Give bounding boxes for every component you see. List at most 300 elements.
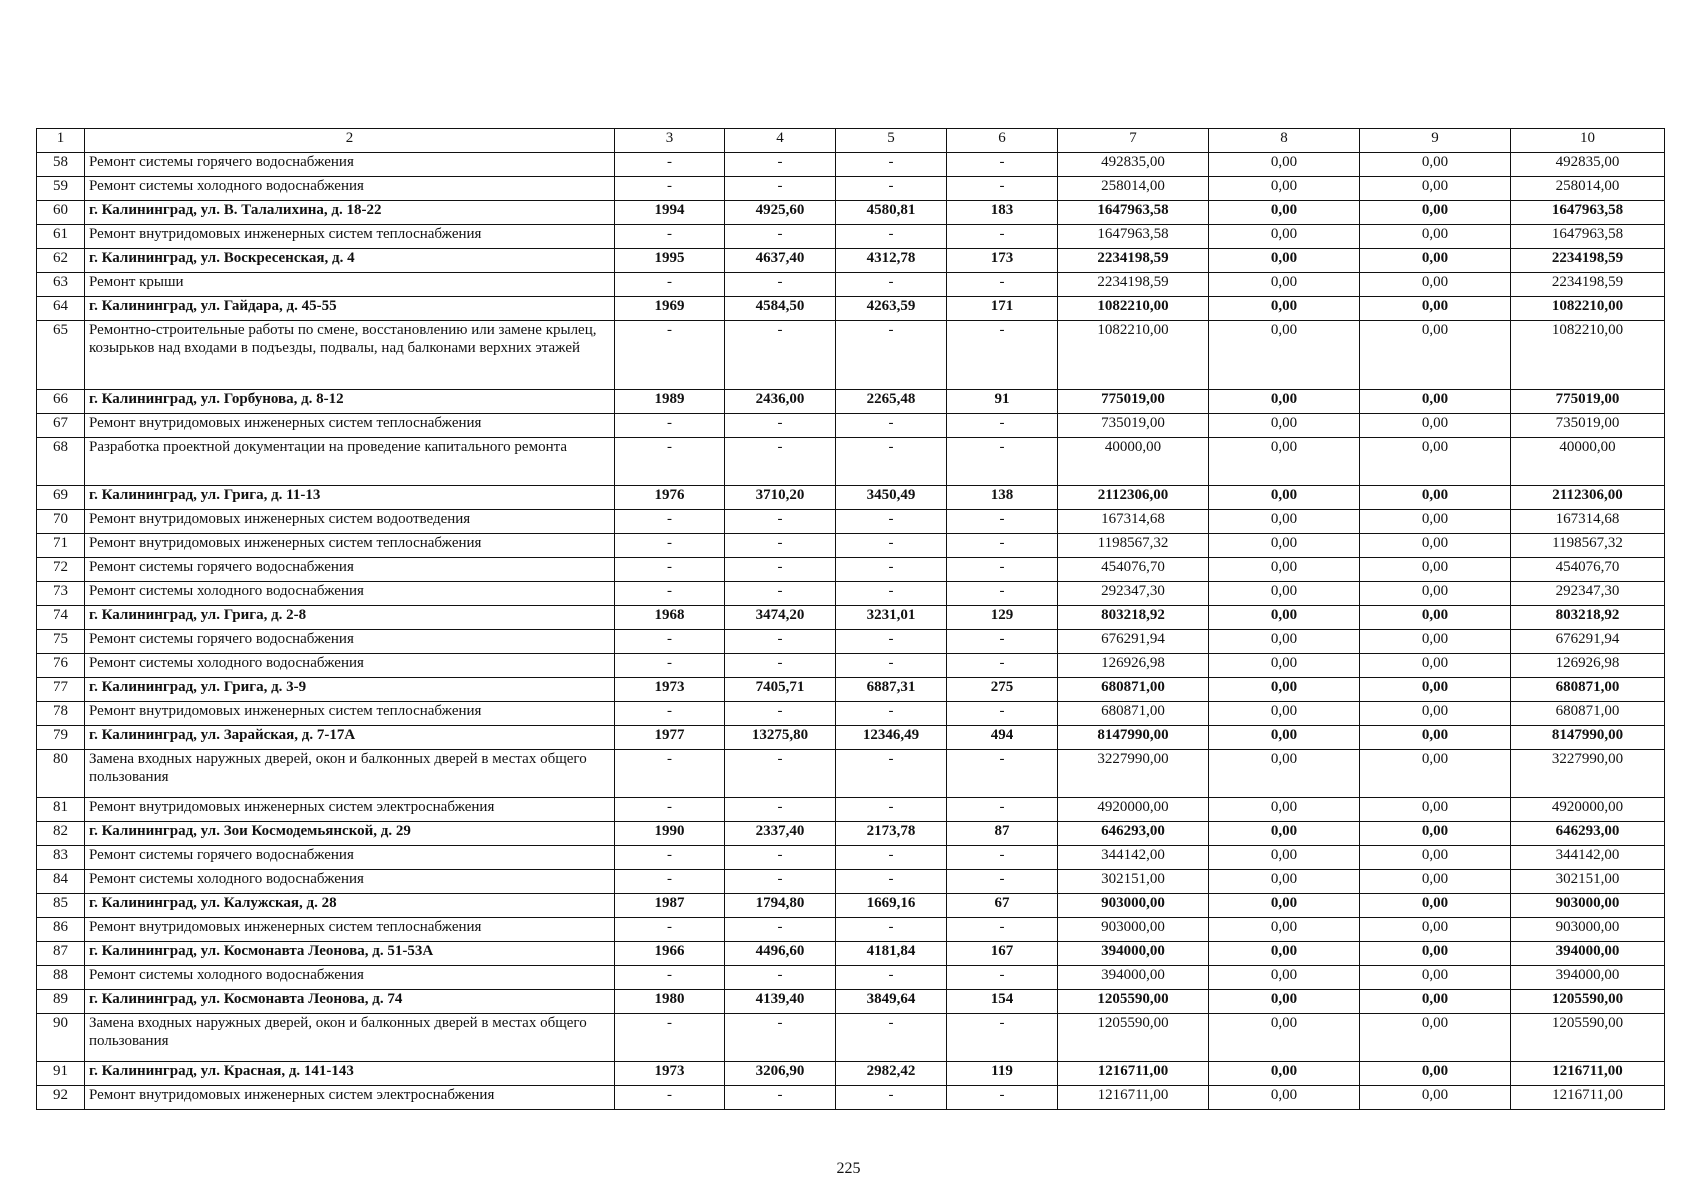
fund-cell: 0,00 (1209, 1062, 1360, 1086)
budget-cell: 0,00 (1360, 510, 1511, 534)
header-cell: 1 (37, 129, 85, 153)
residential-area-cell: - (836, 558, 947, 582)
owners-funds-cell: 167314,68 (1511, 510, 1665, 534)
owners-funds-cell: 680871,00 (1511, 702, 1665, 726)
cost-total-cell: 1205590,00 (1058, 1014, 1209, 1062)
row-number: 62 (37, 249, 85, 273)
header-cell: 5 (836, 129, 947, 153)
residents-cell: 173 (947, 249, 1058, 273)
work-description: Ремонт системы холодного водоснабжения (85, 870, 615, 894)
owners-funds-cell: 1647963,58 (1511, 201, 1665, 225)
budget-cell: 0,00 (1360, 654, 1511, 678)
residential-area-cell: 12346,49 (836, 726, 947, 750)
work-description: г. Калининград, ул. Зарайская, д. 7-17А (85, 726, 615, 750)
budget-cell: 0,00 (1360, 414, 1511, 438)
work-description: Ремонт системы горячего водоснабжения (85, 630, 615, 654)
budget-cell: 0,00 (1360, 297, 1511, 321)
fund-cell: 0,00 (1209, 390, 1360, 414)
table-row (37, 606, 1665, 630)
row-number: 81 (37, 798, 85, 822)
residential-area-cell: 3231,01 (836, 606, 947, 630)
residential-area-cell: - (836, 1086, 947, 1110)
fund-cell: 0,00 (1209, 678, 1360, 702)
fund-cell: 0,00 (1209, 534, 1360, 558)
cost-total-cell: 2112306,00 (1058, 486, 1209, 510)
owners-funds-cell: 1205590,00 (1511, 1014, 1665, 1062)
year-cell: 1995 (615, 249, 725, 273)
budget-cell: 0,00 (1360, 726, 1511, 750)
table-row (37, 534, 1665, 558)
budget-cell: 0,00 (1360, 225, 1511, 249)
cost-total-cell: 3227990,00 (1058, 750, 1209, 798)
work-description: Ремонт внутридомовых инженерных систем теплоснабжения (85, 414, 615, 438)
table-row (37, 1014, 1665, 1062)
residents-cell: 87 (947, 822, 1058, 846)
owners-funds-cell: 302151,00 (1511, 870, 1665, 894)
page-number: 225 (836, 1160, 861, 1177)
cost-total-cell: 40000,00 (1058, 438, 1209, 486)
owners-funds-cell: 394000,00 (1511, 966, 1665, 990)
table-row (37, 558, 1665, 582)
row-number: 59 (37, 177, 85, 201)
row-number: 65 (37, 321, 85, 390)
budget-cell: 0,00 (1360, 798, 1511, 822)
residents-cell: - (947, 438, 1058, 486)
work-description: Разработка проектной документации на проведение капитального ремонта (85, 438, 615, 486)
cost-total-cell: 680871,00 (1058, 678, 1209, 702)
table-row (37, 438, 1665, 486)
total-area-cell: - (725, 177, 836, 201)
budget-cell: 0,00 (1360, 750, 1511, 798)
residents-cell: - (947, 1086, 1058, 1110)
cost-total-cell: 1205590,00 (1058, 990, 1209, 1014)
work-description: Ремонт внутридомовых инженерных систем теплоснабжения (85, 918, 615, 942)
residential-area-cell: 3849,64 (836, 990, 947, 1014)
table-row (37, 321, 1665, 390)
table-row (37, 177, 1665, 201)
row-number: 82 (37, 822, 85, 846)
total-area-cell: - (725, 438, 836, 486)
table-row (37, 918, 1665, 942)
year-cell: - (615, 654, 725, 678)
total-area-cell: - (725, 918, 836, 942)
work-description: г. Калининград, ул. Гайдара, д. 45-55 (85, 297, 615, 321)
table-row (37, 678, 1665, 702)
residents-cell: - (947, 702, 1058, 726)
fund-cell: 0,00 (1209, 846, 1360, 870)
table-row (37, 1062, 1665, 1086)
row-number: 91 (37, 1062, 85, 1086)
table-row (37, 894, 1665, 918)
row-number: 58 (37, 153, 85, 177)
budget-cell: 0,00 (1360, 894, 1511, 918)
work-description: Ремонт системы горячего водоснабжения (85, 558, 615, 582)
table-row (37, 798, 1665, 822)
work-description: Ремонтно-строительные работы по смене, восстановлению или замене крылец, козырьков над входами в подъезды, подвалы, над балконами верхних этажей (85, 321, 615, 390)
work-description: Ремонт системы горячего водоснабжения (85, 153, 615, 177)
budget-cell: 0,00 (1360, 606, 1511, 630)
cost-total-cell: 492835,00 (1058, 153, 1209, 177)
total-area-cell: - (725, 582, 836, 606)
budget-cell: 0,00 (1360, 1014, 1511, 1062)
header-cell: 3 (615, 129, 725, 153)
owners-funds-cell: 903000,00 (1511, 918, 1665, 942)
total-area-cell: 1794,80 (725, 894, 836, 918)
work-description: Ремонт внутридомовых инженерных систем теплоснабжения (85, 534, 615, 558)
row-number: 73 (37, 582, 85, 606)
row-number: 68 (37, 438, 85, 486)
budget-cell: 0,00 (1360, 558, 1511, 582)
residential-area-cell: - (836, 582, 947, 606)
year-cell: 1973 (615, 1062, 725, 1086)
total-area-cell: 7405,71 (725, 678, 836, 702)
total-area-cell: 4637,40 (725, 249, 836, 273)
row-number: 71 (37, 534, 85, 558)
owners-funds-cell: 1216711,00 (1511, 1062, 1665, 1086)
residents-cell: - (947, 966, 1058, 990)
total-area-cell: 4139,40 (725, 990, 836, 1014)
total-area-cell: 13275,80 (725, 726, 836, 750)
fund-cell: 0,00 (1209, 702, 1360, 726)
row-number: 75 (37, 630, 85, 654)
year-cell: - (615, 321, 725, 390)
cost-total-cell: 394000,00 (1058, 966, 1209, 990)
fund-cell: 0,00 (1209, 966, 1360, 990)
owners-funds-cell: 1216711,00 (1511, 1086, 1665, 1110)
table-row (37, 486, 1665, 510)
residents-cell: 67 (947, 894, 1058, 918)
table-row (37, 297, 1665, 321)
budget-cell: 0,00 (1360, 846, 1511, 870)
fund-cell: 0,00 (1209, 438, 1360, 486)
row-number: 63 (37, 273, 85, 297)
work-description: г. Калининград, ул. Грига, д. 11-13 (85, 486, 615, 510)
cost-total-cell: 803218,92 (1058, 606, 1209, 630)
document-table (36, 128, 1665, 1110)
header-row (37, 129, 1665, 153)
residents-cell: - (947, 153, 1058, 177)
residents-cell: - (947, 630, 1058, 654)
work-description: г. Калининград, ул. В. Талалихина, д. 18-22 (85, 201, 615, 225)
fund-cell: 0,00 (1209, 201, 1360, 225)
total-area-cell: - (725, 510, 836, 534)
cost-total-cell: 903000,00 (1058, 918, 1209, 942)
residents-cell: - (947, 582, 1058, 606)
year-cell: - (615, 1014, 725, 1062)
residents-cell: - (947, 1014, 1058, 1062)
fund-cell: 0,00 (1209, 918, 1360, 942)
owners-funds-cell: 3227990,00 (1511, 750, 1665, 798)
year-cell: 1987 (615, 894, 725, 918)
fund-cell: 0,00 (1209, 942, 1360, 966)
work-description: Замена входных наружных дверей, окон и балконных дверей в местах общего пользования (85, 1014, 615, 1062)
fund-cell: 0,00 (1209, 321, 1360, 390)
owners-funds-cell: 646293,00 (1511, 822, 1665, 846)
owners-funds-cell: 1082210,00 (1511, 321, 1665, 390)
residential-area-cell: - (836, 534, 947, 558)
residential-area-cell: - (836, 702, 947, 726)
year-cell: 1976 (615, 486, 725, 510)
fund-cell: 0,00 (1209, 414, 1360, 438)
total-area-cell: - (725, 654, 836, 678)
budget-cell: 0,00 (1360, 177, 1511, 201)
fund-cell: 0,00 (1209, 153, 1360, 177)
year-cell: - (615, 438, 725, 486)
year-cell: 1973 (615, 678, 725, 702)
header-cell: 10 (1511, 129, 1665, 153)
budget-cell: 0,00 (1360, 321, 1511, 390)
budget-cell: 0,00 (1360, 1086, 1511, 1110)
residents-cell: - (947, 654, 1058, 678)
owners-funds-cell: 803218,92 (1511, 606, 1665, 630)
owners-funds-cell: 2234198,59 (1511, 273, 1665, 297)
budget-cell: 0,00 (1360, 201, 1511, 225)
work-description: г. Калининград, ул. Красная, д. 141-143 (85, 1062, 615, 1086)
owners-funds-cell: 292347,30 (1511, 582, 1665, 606)
residential-area-cell: - (836, 846, 947, 870)
work-description: Ремонт внутридомовых инженерных систем водоотведения (85, 510, 615, 534)
row-number: 90 (37, 1014, 85, 1062)
year-cell: 1968 (615, 606, 725, 630)
year-cell: - (615, 1086, 725, 1110)
residential-area-cell: - (836, 654, 947, 678)
work-description: Ремонт системы холодного водоснабжения (85, 582, 615, 606)
residents-cell: - (947, 510, 1058, 534)
work-description: Ремонт системы горячего водоснабжения (85, 846, 615, 870)
row-number: 80 (37, 750, 85, 798)
fund-cell: 0,00 (1209, 798, 1360, 822)
cost-total-cell: 1647963,58 (1058, 201, 1209, 225)
residential-area-cell: - (836, 153, 947, 177)
residents-cell: 91 (947, 390, 1058, 414)
row-number: 89 (37, 990, 85, 1014)
total-area-cell: - (725, 750, 836, 798)
header-cell: 6 (947, 129, 1058, 153)
residents-cell: - (947, 534, 1058, 558)
residents-cell: 275 (947, 678, 1058, 702)
cost-total-cell: 344142,00 (1058, 846, 1209, 870)
work-description: г. Калининград, ул. Космонавта Леонова, д. 51-53А (85, 942, 615, 966)
total-area-cell: 4925,60 (725, 201, 836, 225)
total-area-cell: - (725, 1014, 836, 1062)
residential-area-cell: 6887,31 (836, 678, 947, 702)
residents-cell: - (947, 558, 1058, 582)
fund-cell: 0,00 (1209, 990, 1360, 1014)
year-cell: - (615, 534, 725, 558)
owners-funds-cell: 1082210,00 (1511, 297, 1665, 321)
work-description: Ремонт внутридомовых инженерных систем электроснабжения (85, 1086, 615, 1110)
work-description: Ремонт системы холодного водоснабжения (85, 177, 615, 201)
residential-area-cell: 4580,81 (836, 201, 947, 225)
residents-cell: 171 (947, 297, 1058, 321)
budget-cell: 0,00 (1360, 822, 1511, 846)
row-number: 69 (37, 486, 85, 510)
residential-area-cell: 4181,84 (836, 942, 947, 966)
total-area-cell: - (725, 630, 836, 654)
cost-total-cell: 258014,00 (1058, 177, 1209, 201)
table-row (37, 510, 1665, 534)
fund-cell: 0,00 (1209, 486, 1360, 510)
row-number: 64 (37, 297, 85, 321)
year-cell: - (615, 702, 725, 726)
owners-funds-cell: 40000,00 (1511, 438, 1665, 486)
owners-funds-cell: 454076,70 (1511, 558, 1665, 582)
cost-total-cell: 1216711,00 (1058, 1086, 1209, 1110)
residential-area-cell: - (836, 225, 947, 249)
cost-total-cell: 1082210,00 (1058, 321, 1209, 390)
total-area-cell: - (725, 846, 836, 870)
fund-cell: 0,00 (1209, 225, 1360, 249)
year-cell: - (615, 582, 725, 606)
work-description: г. Калининград, ул. Зои Космодемьянской, д. 29 (85, 822, 615, 846)
work-description: Ремонт системы холодного водоснабжения (85, 654, 615, 678)
total-area-cell: - (725, 534, 836, 558)
year-cell: 1980 (615, 990, 725, 1014)
cost-total-cell: 2234198,59 (1058, 249, 1209, 273)
row-number: 60 (37, 201, 85, 225)
row-number: 86 (37, 918, 85, 942)
residential-area-cell: - (836, 321, 947, 390)
fund-cell: 0,00 (1209, 1014, 1360, 1062)
cost-total-cell: 302151,00 (1058, 870, 1209, 894)
fund-cell: 0,00 (1209, 510, 1360, 534)
table-row (37, 1086, 1665, 1110)
row-number: 61 (37, 225, 85, 249)
year-cell: - (615, 225, 725, 249)
total-area-cell: - (725, 966, 836, 990)
cost-total-cell: 1216711,00 (1058, 1062, 1209, 1086)
table-row (37, 990, 1665, 1014)
residential-area-cell: - (836, 870, 947, 894)
cost-total-cell: 1082210,00 (1058, 297, 1209, 321)
budget-cell: 0,00 (1360, 153, 1511, 177)
budget-cell: 0,00 (1360, 702, 1511, 726)
budget-cell: 0,00 (1360, 918, 1511, 942)
year-cell: - (615, 177, 725, 201)
residential-area-cell: - (836, 918, 947, 942)
owners-funds-cell: 258014,00 (1511, 177, 1665, 201)
residents-cell: - (947, 225, 1058, 249)
cost-total-cell: 8147990,00 (1058, 726, 1209, 750)
work-description: г. Калининград, ул. Грига, д. 2-8 (85, 606, 615, 630)
table-row (37, 822, 1665, 846)
owners-funds-cell: 126926,98 (1511, 654, 1665, 678)
total-area-cell: 2337,40 (725, 822, 836, 846)
row-number: 66 (37, 390, 85, 414)
work-description: г. Калининград, ул. Воскресенская, д. 4 (85, 249, 615, 273)
residents-cell: - (947, 870, 1058, 894)
work-description: Ремонт системы холодного водоснабжения (85, 966, 615, 990)
budget-cell: 0,00 (1360, 438, 1511, 486)
cost-total-cell: 454076,70 (1058, 558, 1209, 582)
total-area-cell: - (725, 225, 836, 249)
table-row (37, 582, 1665, 606)
residents-cell: 494 (947, 726, 1058, 750)
work-description: г. Калининград, ул. Грига, д. 3-9 (85, 678, 615, 702)
year-cell: - (615, 414, 725, 438)
residents-cell: - (947, 846, 1058, 870)
residents-cell: - (947, 321, 1058, 390)
residential-area-cell: 1669,16 (836, 894, 947, 918)
cost-total-cell: 1198567,32 (1058, 534, 1209, 558)
residential-area-cell: - (836, 273, 947, 297)
year-cell: - (615, 870, 725, 894)
fund-cell: 0,00 (1209, 177, 1360, 201)
table-row (37, 225, 1665, 249)
owners-funds-cell: 1647963,58 (1511, 225, 1665, 249)
budget-cell: 0,00 (1360, 630, 1511, 654)
year-cell: 1977 (615, 726, 725, 750)
row-number: 88 (37, 966, 85, 990)
cost-total-cell: 676291,94 (1058, 630, 1209, 654)
row-number: 84 (37, 870, 85, 894)
table-row (37, 750, 1665, 798)
owners-funds-cell: 8147990,00 (1511, 726, 1665, 750)
residents-cell: 154 (947, 990, 1058, 1014)
owners-funds-cell: 2112306,00 (1511, 486, 1665, 510)
table-row (37, 249, 1665, 273)
residential-area-cell: - (836, 414, 947, 438)
total-area-cell: - (725, 558, 836, 582)
budget-cell: 0,00 (1360, 534, 1511, 558)
table-row (37, 702, 1665, 726)
residents-cell: 138 (947, 486, 1058, 510)
year-cell: - (615, 750, 725, 798)
total-area-cell: - (725, 153, 836, 177)
year-cell: - (615, 558, 725, 582)
fund-cell: 0,00 (1209, 750, 1360, 798)
cost-total-cell: 775019,00 (1058, 390, 1209, 414)
budget-cell: 0,00 (1360, 1062, 1511, 1086)
year-cell: 1994 (615, 201, 725, 225)
table-row (37, 942, 1665, 966)
table-row (37, 630, 1665, 654)
table-row (37, 966, 1665, 990)
cost-total-cell: 2234198,59 (1058, 273, 1209, 297)
residents-cell: - (947, 798, 1058, 822)
owners-funds-cell: 344142,00 (1511, 846, 1665, 870)
row-number: 74 (37, 606, 85, 630)
year-cell: - (615, 273, 725, 297)
row-number: 79 (37, 726, 85, 750)
row-number: 70 (37, 510, 85, 534)
table-row (37, 654, 1665, 678)
fund-cell: 0,00 (1209, 297, 1360, 321)
owners-funds-cell: 4920000,00 (1511, 798, 1665, 822)
owners-funds-cell: 394000,00 (1511, 942, 1665, 966)
residential-area-cell: - (836, 510, 947, 534)
header-cell: 8 (1209, 129, 1360, 153)
table-row (37, 870, 1665, 894)
budget-cell: 0,00 (1360, 678, 1511, 702)
budget-cell: 0,00 (1360, 870, 1511, 894)
residents-cell: - (947, 750, 1058, 798)
budget-cell: 0,00 (1360, 966, 1511, 990)
residents-cell: 167 (947, 942, 1058, 966)
budget-cell: 0,00 (1360, 390, 1511, 414)
residents-cell: - (947, 918, 1058, 942)
year-cell: - (615, 510, 725, 534)
table-row (37, 201, 1665, 225)
total-area-cell: - (725, 798, 836, 822)
owners-funds-cell: 680871,00 (1511, 678, 1665, 702)
total-area-cell: 4584,50 (725, 297, 836, 321)
work-description: Ремонт крыши (85, 273, 615, 297)
table-row (37, 153, 1665, 177)
cost-total-cell: 1647963,58 (1058, 225, 1209, 249)
year-cell: - (615, 630, 725, 654)
residents-cell: 119 (947, 1062, 1058, 1086)
